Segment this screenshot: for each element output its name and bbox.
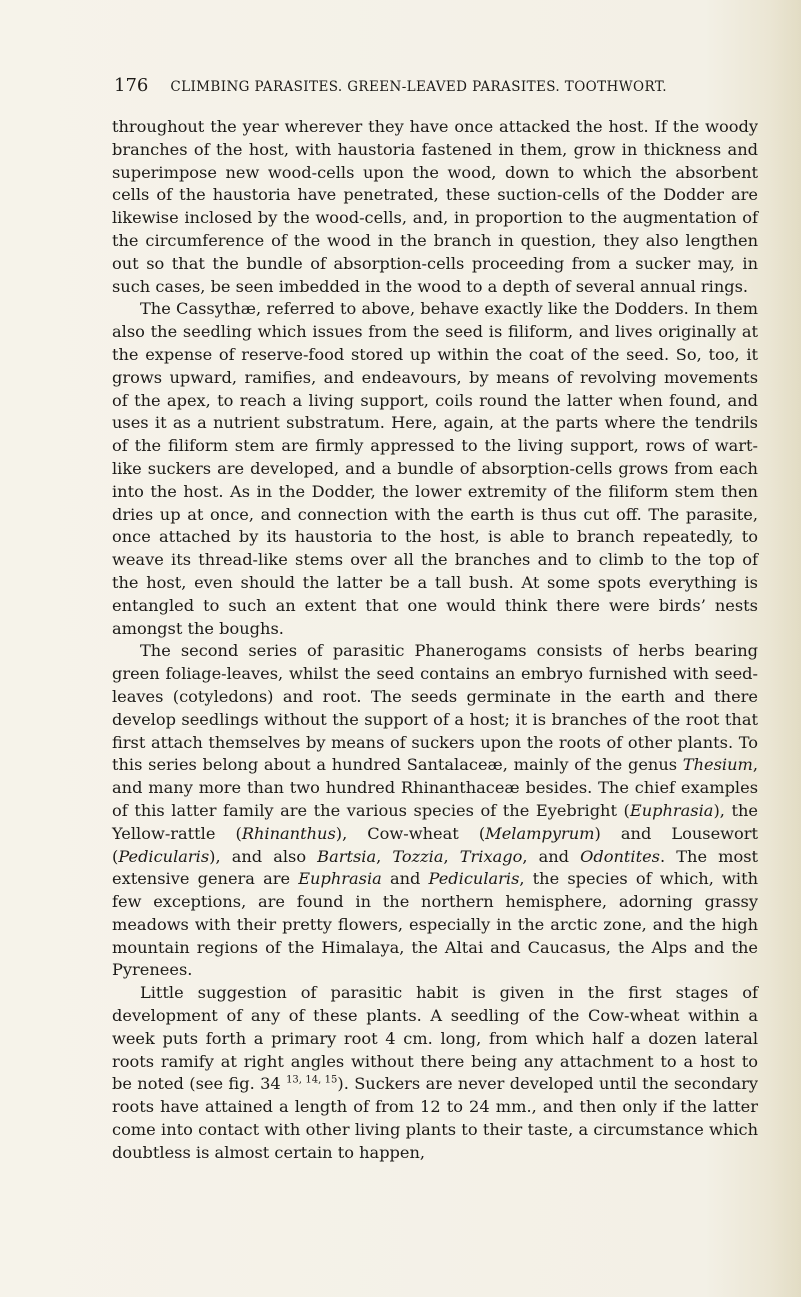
text-run: ), and also [209, 846, 318, 866]
text-run: Little suggestion of parasitic habit is given in the first stages of development of any of these plants. A seedling of the Cow-wheat within a week puts forth a primary root 4 cm. long, from which half a dozen lateral roots ramify at right angles without there being any attachment to a host to be noted (see fig. 34 [112, 983, 758, 1094]
text-run: ), the Yellow-rattle ( [112, 800, 759, 843]
italic-term: Pedicularis [118, 846, 210, 866]
body-text [112, 116, 758, 1165]
running-header [114, 77, 754, 96]
paragraph [112, 298, 758, 640]
italic-term: Pedicularis [428, 869, 520, 889]
italic-term: Tozzia [392, 846, 444, 866]
italic-term: Melampyrum [485, 823, 595, 843]
italic-term: Odontites [580, 846, 660, 866]
text-run: and [381, 869, 429, 889]
italic-term: Euphrasia [298, 869, 382, 889]
text-run: , the species of which, with few exceptions, are found in the northern hemisphere, adorning grassy meadows with their pretty flowers, especially in the arctic zone, and the high mountain regions of the Himalaya, the Altai and Caucasus, the Alps and the Pyrenees. [112, 869, 759, 980]
paragraph [112, 982, 758, 1164]
running-title: CLIMBING PARASITES. GREEN-LEAVED PARASITES. TOOTHWORT. [170, 79, 667, 95]
text-run: ). Suckers are never developed until the secondary roots have attained a length of from 12 to 24 mm., and then only if the latter come into contact with other living plants to their taste, a circumstance which doubtless is almost certain to happen, [112, 1074, 758, 1162]
italic-term: Bartsia [317, 846, 377, 866]
italic-term: Rhinanthus [241, 823, 336, 843]
page-number: 176 [114, 75, 149, 96]
text-run: throughout the year wherever they have once attacked the host. If the woody branches of the host, with haustoria fastened in them, grow in thickness and superimpose new wood-cells upon the wood, down to which the absorbent cells of the haustoria have penetrated, these suction-cells of the Dodder are likewise inclosed by the wood-cells, and, in proportion to the augmentation of the circumference of the wood in the branch in question, they also lengthen out so that the bundle of absorption-cells proceeding from a sucker may, in such cases, be seen imbedded in the wood to a depth of several annual rings. [112, 117, 758, 296]
paragraph [112, 116, 758, 298]
text-run: The Cassythæ, referred to above, behave exactly like the Dodders. In them also the seedling which issues from the seed is filiform, and lives originally at the expense of reserve-food stored up within the coat of the seed. So, too, it grows upward, ramifies, and endeavours, by means of revolving movements of the apex, to reach a living support, coils round the latter when found, and uses it as a nutrient substratum. Here, again, at the parts where the tendrils of the filiform stem are firmly appressed to the living support, rows of wart-like suckers are developed, and a bundle of absorption-cells grows from each into the host. As in the Dodder, the lower extremity of the filiform stem then dries up at once, and connection with the earth is thus cut off. The parasite, once attached by its haustoria to the host, is able to branch repeatedly, to weave its thread-like stems over all the branches and to climb to the top of the host, even should the latter be a tall bush. At some spots everything is entangled to such an extent that one would think there were birds’ nests amongst the boughs. [112, 299, 758, 638]
paragraph [112, 640, 758, 982]
text-run: The second series of parasitic Phanerogams consists of herbs bearing green foliage-leaves, whilst the seed contains an embryo furnished with seed-leaves (cotyledons) and root. The seeds germinate in the earth and there develop seedlings without the support of a host; it is branches of the root that first attach themselves by means of suckers upon the roots of other plants. To this series belong about a hundred Santalaceæ, mainly of the genus [112, 641, 758, 775]
text-run: , [443, 846, 460, 866]
text-run: , and many more than two hundred Rhinanthaceæ besides. The chief examples of this latter family are the various species of the Eyebright ( [112, 755, 758, 820]
italic-term: Trixago [459, 846, 523, 866]
text-run: . The most extensive genera are [112, 846, 759, 889]
text-run: , and [522, 846, 581, 866]
italic-term: Euphrasia [629, 800, 714, 820]
text-run: ), Cow-wheat ( [335, 823, 486, 843]
text-run: , [376, 846, 393, 866]
italic-term: Thesium [682, 755, 753, 775]
figure-reference-superscript: 13, 14, 15 [286, 1075, 338, 1087]
text-run: ) and Lousewort ( [112, 823, 759, 866]
